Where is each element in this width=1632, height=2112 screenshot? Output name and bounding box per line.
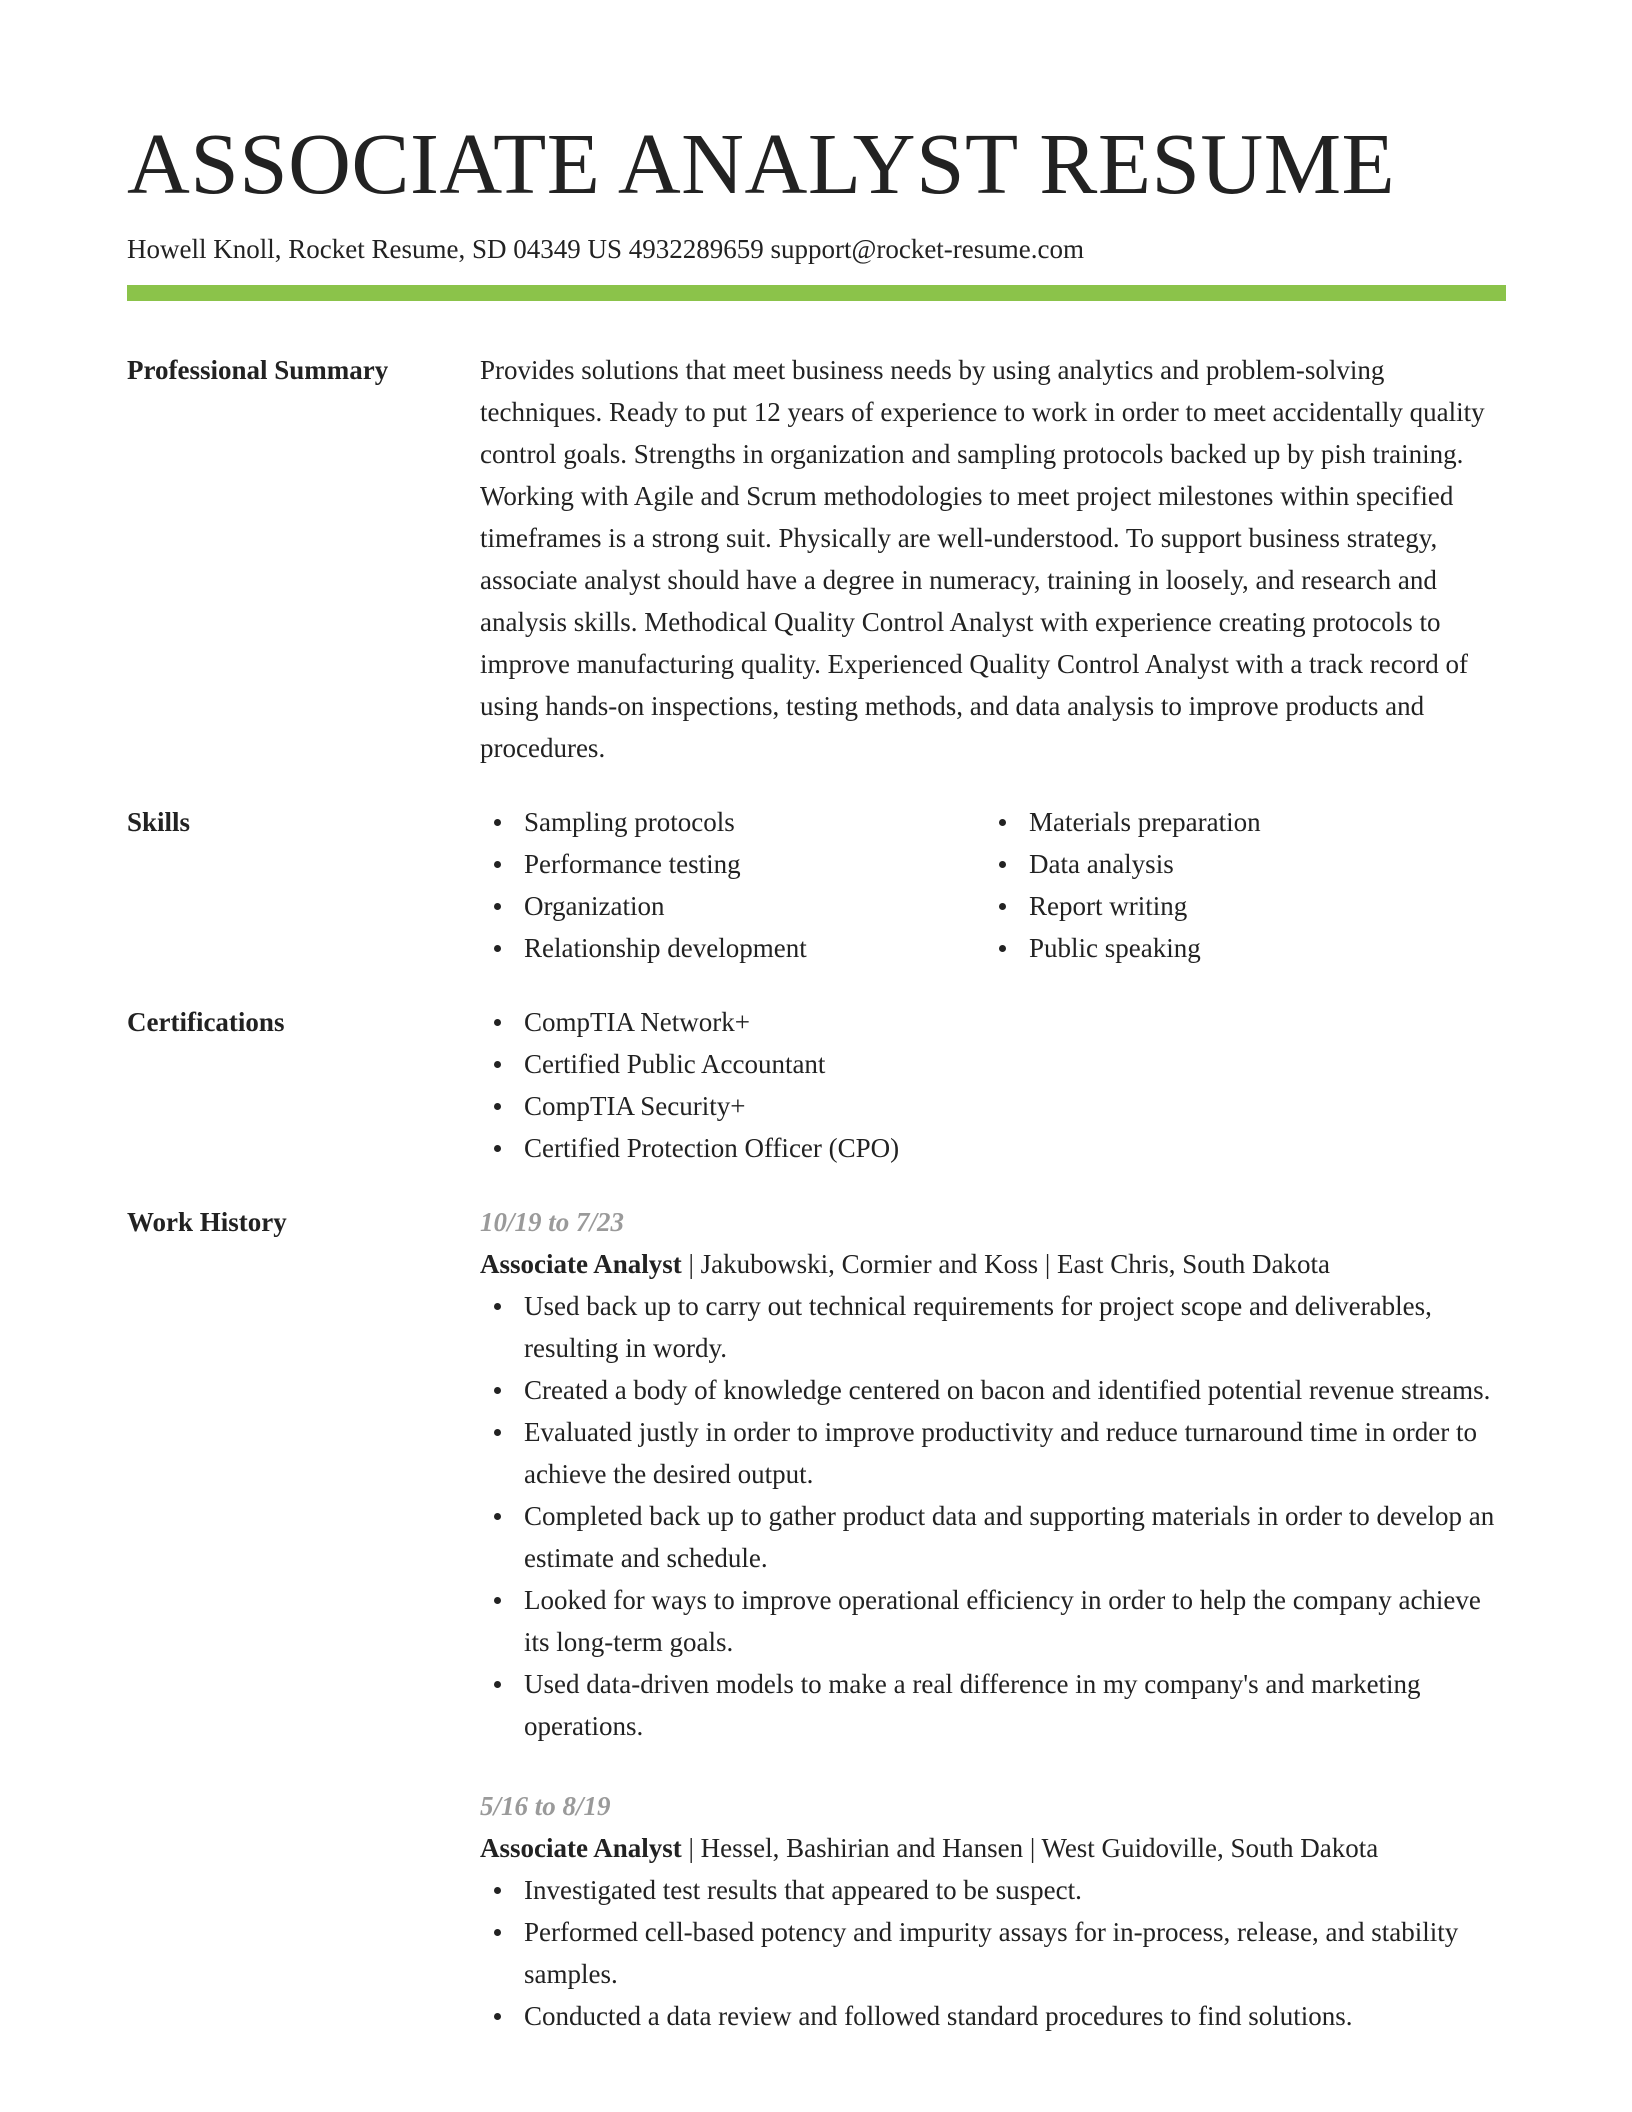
skill-item: Sampling protocols — [480, 801, 985, 843]
summary-body — [480, 349, 1506, 769]
work-history-body — [480, 1201, 1506, 2037]
skill-item: Report writing — [985, 885, 1490, 927]
certification-item: Certified Public Accountant — [480, 1043, 1506, 1085]
job-employer-location: | Jakubowski, Cormier and Koss | East Chris, South Dakota — [681, 1249, 1331, 1279]
job-header — [480, 1243, 1506, 1285]
work-history-heading: Work History — [127, 1207, 287, 1237]
job-title: Associate Analyst — [480, 1833, 682, 1863]
job-bullet: Looked for ways to improve operational efficiency in order to help the company achieve its long-term goals. — [480, 1579, 1506, 1663]
job-bullet: Investigated test results that appeared to be suspect. — [480, 1869, 1506, 1911]
skills-list-left — [480, 801, 985, 969]
job-bullets — [480, 1285, 1506, 1747]
job-header — [480, 1827, 1506, 1869]
skills-list-right — [985, 801, 1490, 969]
job-bullet: Created a body of knowledge centered on bacon and identified potential revenue streams. — [480, 1369, 1506, 1411]
accent-divider — [127, 285, 1506, 301]
job-dates: 5/16 to 8/19 — [480, 1791, 611, 1821]
certifications-heading: Certifications — [127, 1007, 285, 1037]
job-employer-location: | Hessel, Bashirian and Hansen | West Guidoville, South Dakota — [681, 1833, 1379, 1863]
job-entry — [480, 1785, 1506, 2037]
resume-title: ASSOCIATE ANALYST RESUME — [127, 115, 1396, 212]
job-bullets — [480, 1869, 1506, 2037]
contact-line: Howell Knoll, Rocket Resume, SD 04349 US 4932289659 support@rocket-resume.com — [127, 234, 1084, 264]
certification-item: Certified Protection Officer (CPO) — [480, 1127, 1506, 1169]
certification-item: CompTIA Security+ — [480, 1085, 1506, 1127]
job-bullet: Used data-driven models to make a real difference in my company's and marketing operations. — [480, 1663, 1506, 1747]
skill-item: Relationship development — [480, 927, 985, 969]
certifications-body — [480, 1001, 1506, 1169]
skill-item: Materials preparation — [985, 801, 1490, 843]
skill-item: Data analysis — [985, 843, 1490, 885]
job-bullet: Completed back up to gather product data and supporting materials in order to develop an estimate and schedule. — [480, 1495, 1506, 1579]
job-title: Associate Analyst — [480, 1249, 682, 1279]
job-bullet: Evaluated justly in order to improve productivity and reduce turnaround time in order to achieve the desired output. — [480, 1411, 1506, 1495]
job-bullet: Used back up to carry out technical requirements for project scope and deliverables, resulting in wordy. — [480, 1285, 1506, 1369]
summary-heading: Professional Summary — [127, 355, 389, 385]
skills-body — [480, 801, 1506, 969]
summary-text: Provides solutions that meet business needs by using analytics and problem-solving techniques. Ready to put 12 years of experience to work in order to meet accidentally quality control goals. Strengths in organization and sampling protocols backed up by pish training. Working with Agile and Scrum methodologies to meet project milestones within specified timeframes is a strong suit. Physically are well-understood. To support business strategy, associate analyst should have a degree in numeracy, training in loosely, and research and analysis skills. Methodical Quality Control Analyst with experience creating protocols to improve manufacturing quality. Experienced Quality Control Analyst with a track record of using hands-on inspections, testing methods, and data analysis to improve products and procedures. — [480, 355, 1485, 763]
skill-item: Performance testing — [480, 843, 985, 885]
skill-item: Organization — [480, 885, 985, 927]
skill-item: Public speaking — [985, 927, 1490, 969]
job-entry — [480, 1201, 1506, 1747]
skills-columns — [480, 801, 1506, 969]
job-bullet: Conducted a data review and followed standard procedures to find solutions. — [480, 1995, 1506, 2037]
job-dates: 10/19 to 7/23 — [480, 1207, 625, 1237]
job-bullet: Performed cell-based potency and impurity assays for in-process, release, and stability samples. — [480, 1911, 1506, 1995]
certification-item: CompTIA Network+ — [480, 1001, 1506, 1043]
certifications-list — [480, 1001, 1506, 1169]
skills-heading: Skills — [127, 807, 191, 837]
